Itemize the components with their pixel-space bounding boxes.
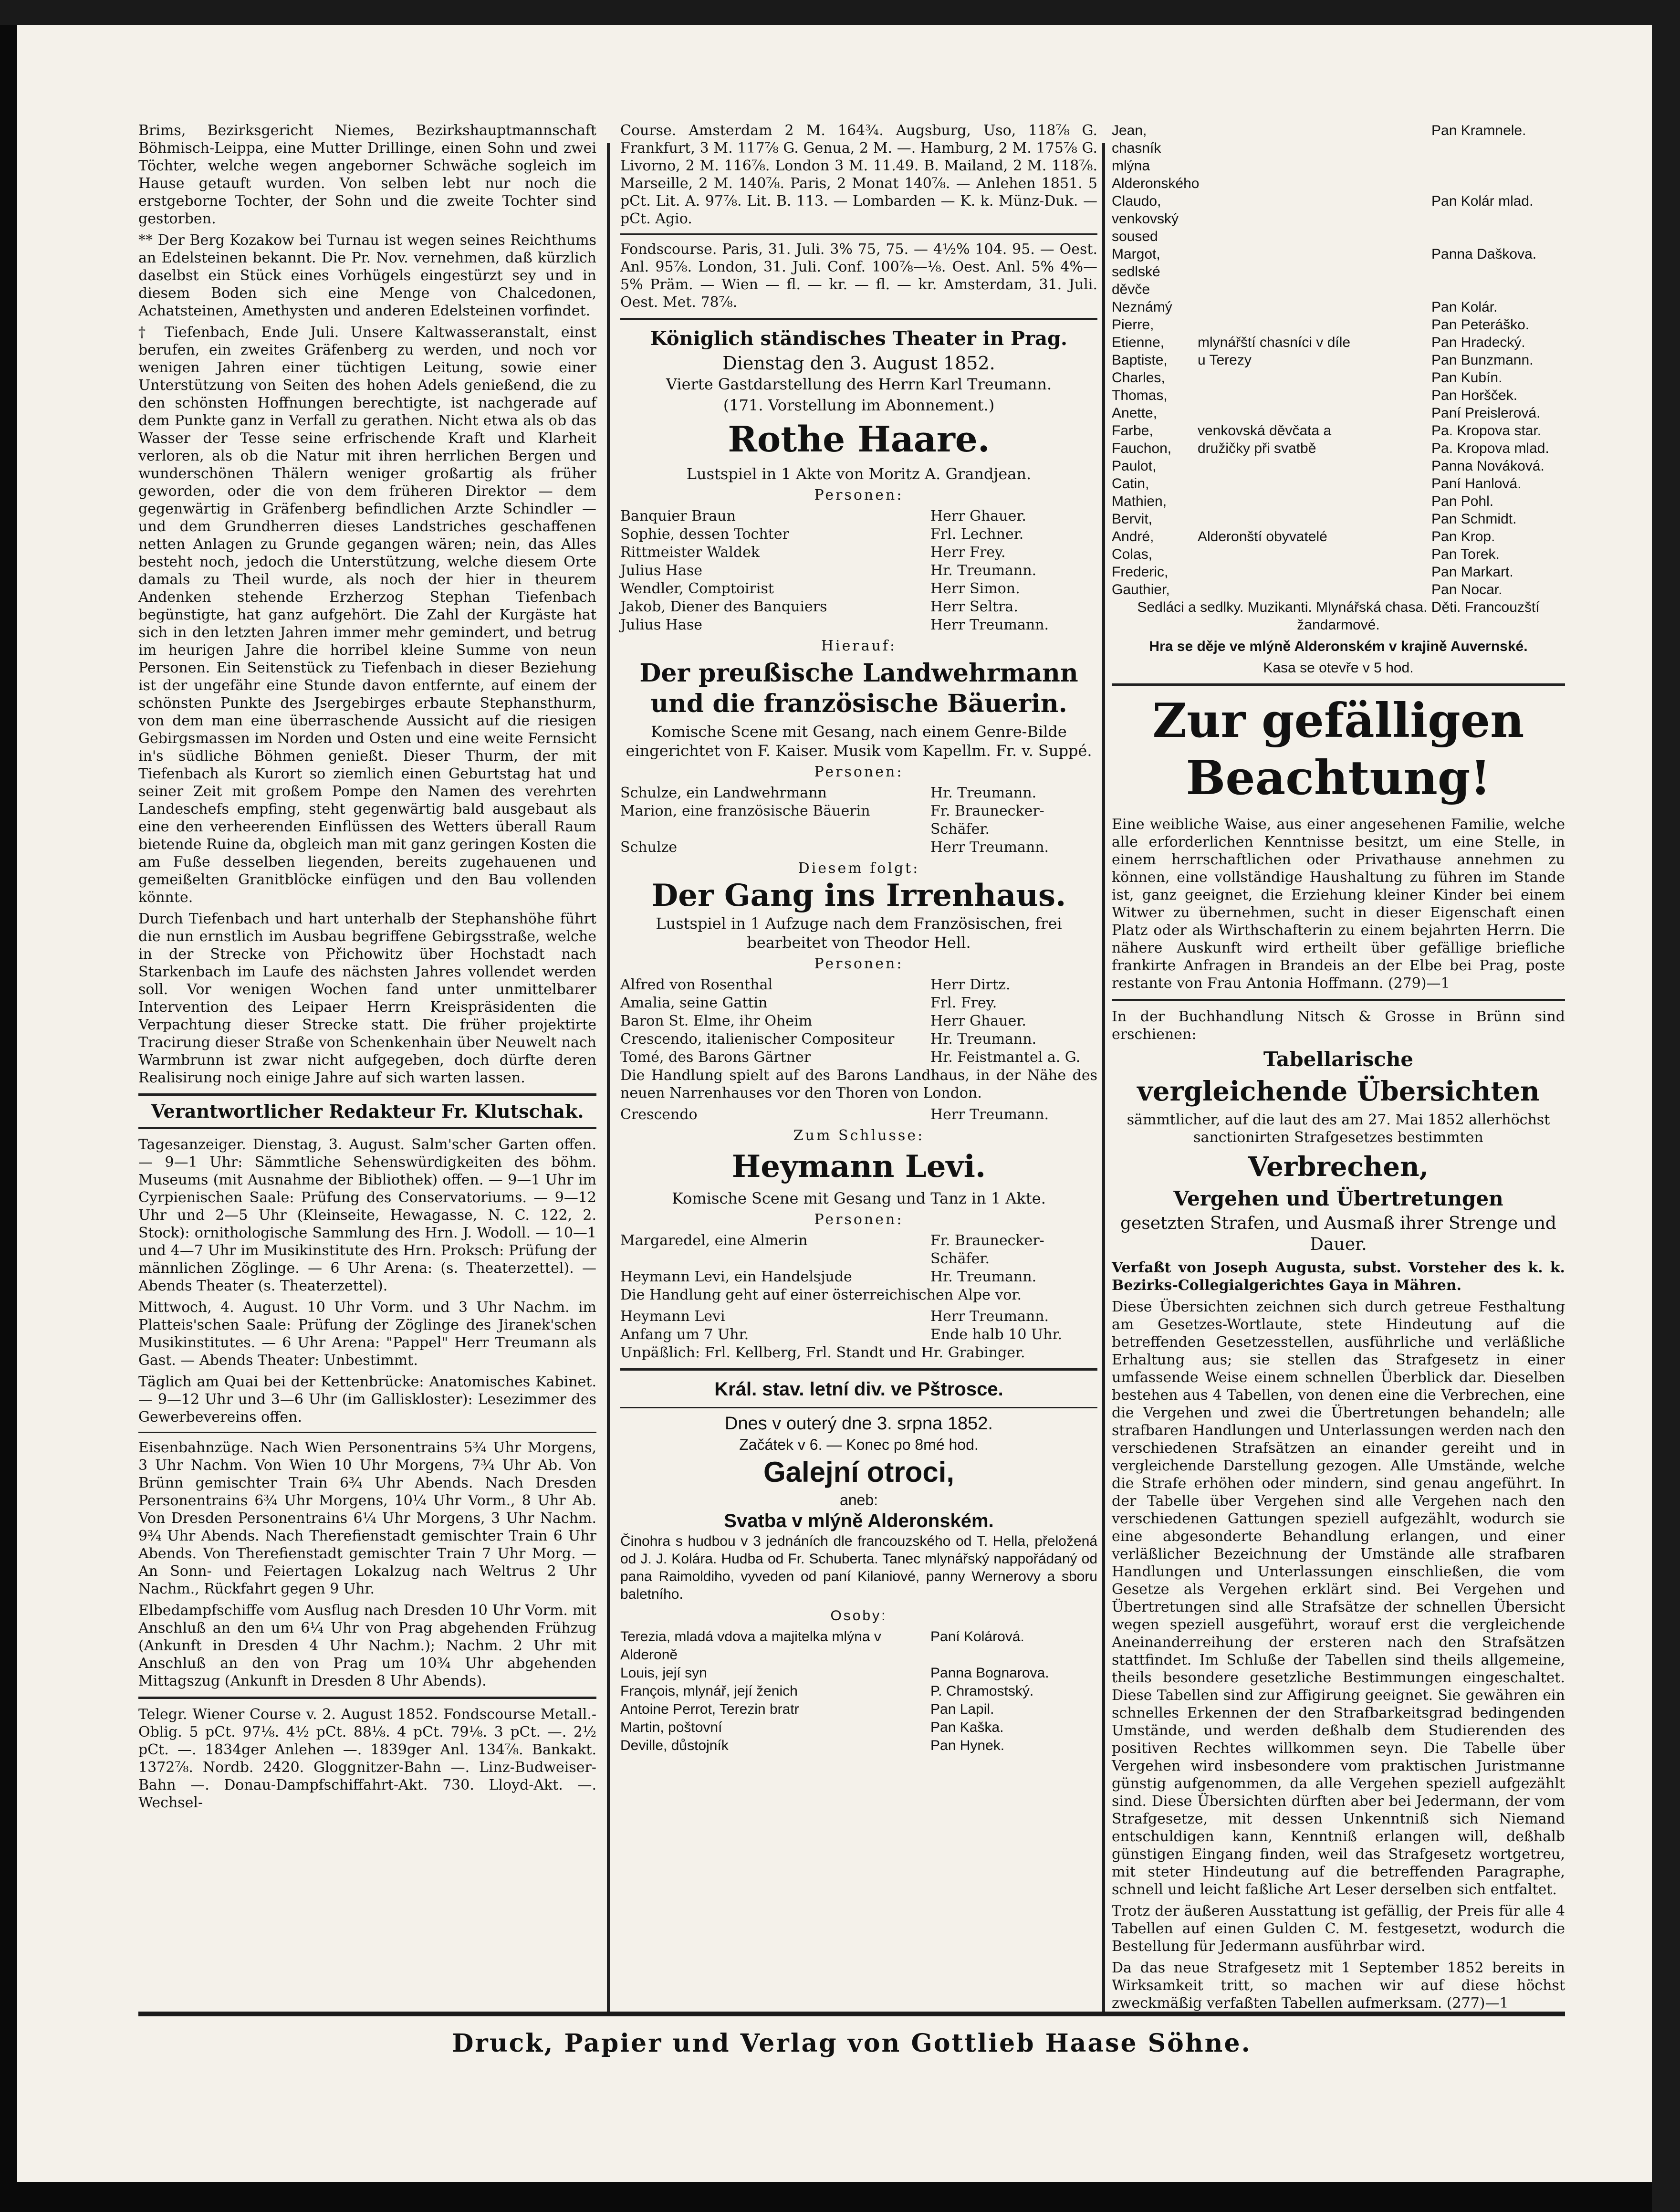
personen-heading: Personen: [814, 1211, 904, 1228]
cast-row: Amalia, seine Gattin Frl. Frey. [620, 995, 997, 1011]
telegr-course: Telegr. Wiener Course v. 2. August 1852. Fondscourse Metall.-Oblig. 5 pCt. 97⅛. 4½ pCt. 88⅛. 4 pCt. 79⅛. 3 pCt. —. 2½ pCt. —. 1834ger Anlehen —. 1839ger Anl. 134⅞. Bankakt. 1372⅞. Nordb. 2420. Gloggnitzer-Bahn —. Linz-Budweiser-Bahn —. Donau-Dampfschiffahrt-Akt. 730. Lloyd-Akt. —. Wechsel- [138, 1706, 596, 1811]
cast-row: Margaredel, eine Almerin Fr. Braunecker-Schäfer. [620, 1232, 1044, 1267]
cast-row: Mathien, Pan Pohl. [1112, 493, 1494, 509]
cast-row: Bervit, Pan Schmidt. [1112, 511, 1517, 527]
play-title: Rothe Haare. [728, 419, 990, 460]
timing-row: Anfang um 7 Uhr. Ende halb 10 Uhr. [620, 1326, 1063, 1343]
cast-row: Schulze Herr Treumann. [620, 839, 1049, 856]
play-subtitle: Lustspiel in 1 Akte von Moritz A. Grandjean. [686, 465, 1032, 483]
cast-row: Margot, sedlské děvče Panna Daškova. [1112, 246, 1537, 297]
play-subtitle: Komische Scene mit Gesang, nach einem Genre-Bilde eingerichtet von F. Kaiser. Musik vom Kapellm. Fr. v. Suppé. [626, 723, 1092, 760]
play-description: Činohra s hudbou v 3 jednáních dle francouzského od T. Hella, přeložená od J. J. Kolára. Hudba od Fr. Schuberta. Tanec mlynářský nappořádaný od pana Raimoldiho, vyveden od paní Kilaniové, panny Wernerovy a sboru baletního. [620, 1533, 1097, 1602]
fondscourse-text: Fondscourse. Paris, 31. Juli. 3% 75, 75. — 4½% 104. 95. — Oest. Anl. 95⅞. London, 31. Juli. Conf. 100⅞—⅛. Oest. Anl. 5% 4%—5% Präm. — Wien — fl. — kr. — fl. — kr. Amsterdam, 31. Juli. Oest. Met. 78⅞. [620, 241, 1097, 311]
mittwoch-notice: Mittwoch, 4. August. 10 Uhr Vorm. und 3 Uhr Nachm. im Platteis'schen Saale: Prüfung der Zöglinge des Jiranek'schen Musikinstitutes. — 6 Uhr Arena: "Pappel" Herr Treumann als Gast. — Abends Theater: Unbestimmt. [138, 1299, 596, 1369]
divider [620, 318, 1097, 320]
cast-row: Rittmeister Waldek Herr Frey. [620, 544, 1006, 561]
theater-title: Königlich ständisches Theater in Prag. [650, 327, 1067, 350]
personen-heading: Personen: [814, 955, 904, 972]
news-paragraph: Durch Tiefenbach und hart unterhalb der Stephanshöhe führt die nun ernstlich im Ausbau begriffene Gebirgsstraße, welche in der Strecke von Přichowitz über Hochstadt nach Starkenbach im Laufe des nächsten Jahres vollendet werden soll. Vor wenigen Wochen fand unter unmittelbarer Intervention des Leipaer Herrn Kreispräsidenten die Verpachtung dieser Strecke statt. Die früher projektirte Tracirung dieser Straße von Schenkenhain über Neuwelt nach Warmbrunn ist zwar nicht aufgegeben, doch dürfte deren Realisirung noch einige Jahre auf sich warten lassen. [138, 911, 596, 1086]
taeglich-notice: Täglich am Quai bei der Kettenbrücke: Anatomisches Kabinet. — 9—12 Uhr und 3—6 Uhr (im Galliskloster): Lesezimmer des Gewerbevereins offen. [138, 1373, 596, 1426]
book-price: Trotz der äußeren Ausstattung ist gefällig, der Preis für alle 4 Tabellen auf einen Gulden C. M. festgesetzt, wodurch die Bestellung für Jedermann ausführbar wird. [1112, 1903, 1565, 1955]
cast-row: Schulze, ein Landwehrmann Hr. Treumann. [620, 785, 1037, 801]
cast-row: Claudo, venkovský soused Pan Kolár mlad. [1112, 193, 1534, 244]
aneb-line: aneb: [839, 1491, 878, 1509]
eisenbahn-notice: Eisenbahnzüge. Nach Wien Personentrains 5¾ Uhr Morgens, 3 Uhr Nachm. Von Wien 10 Uhr Morgens, 7¾ Uhr Ab. Von Brünn gemischter Train 6¾ Uhr Abends. Nach Dresden Personentrains 6¾ Uhr Morgens, 10¼ Uhr Vorm., 8 Uhr Ab. Von Dresden Personentrains 6¼ Uhr Morgens, 3 Uhr Nachm. 9¾ Uhr Abends. Nach Therefienstadt gemischter Train 6 Uhr Abends. Von Therefienstadt gemischter Train 7 Uhr Morg. — An Sonn- und Feiertagen Lokalzug nach Weltrus 2 Uhr Nachm., Rückfahrt gegen 9 Uhr. [138, 1439, 596, 1597]
divider [620, 1407, 1097, 1408]
footer-rule [138, 2012, 1565, 2016]
hierauf-heading: Hierauf: [821, 638, 897, 654]
cast-row: Heymann Levi Herr Treumann. [620, 1308, 1049, 1325]
column-2 [620, 122, 1097, 1992]
diesem-heading: Diesem folgt: [798, 860, 920, 877]
book-title-line: vergleichende Übersichten [1137, 1076, 1540, 1107]
cast-row: André, Alderonští obyvatelé Pan Krop. [1112, 529, 1495, 545]
cast-row: Julius Hase Hr. Treumann. [620, 562, 1037, 579]
divider [620, 1368, 1097, 1371]
cast-row: Tomé, des Barons Gärtner Hr. Feistmantel a. G. [620, 1049, 1081, 1066]
play-title: Der preußische Landwehrmann und die französische Bäuerin. [639, 659, 1078, 718]
cast-row: Baptiste, u Terezy Pan Bunzmann. [1112, 352, 1534, 368]
cast-row: Marion, eine französische Bäuerin Fr. Braunecker-Schäfer. [620, 803, 1044, 838]
setting-note: Hra se děje ve mlýně Alderonském v krajině Auvernské. [1149, 639, 1528, 654]
setting-note: Die Handlung spielt auf des Barons Landhaus, in der Nähe des neuen Narrenhauses vor den Thoren von London. [620, 1067, 1097, 1101]
kasa-note: Kasa se otevře v 5 hod. [1263, 660, 1414, 676]
personen-heading: Personen: [814, 487, 904, 503]
book-description: Diese Übersichten zeichnen sich durch getreue Festhaltung am Gesetzes-Wortlaute, stete Hindeutung auf die betreffenden Gesetzesstellen, ausführliche und verläßliche Erhaltung aus; sie stellen das Strafgesetz in einer umfassende Weise einem schnellen Überblick dar. Dieselben bestehen aus 4 Tabellen, von denen eine die Verbrechen, eine die Vergehen und zwei die Übertretungen behandeln; alle strafbaren Handlungen und Unterlassungen werden nach den verschiedenen Strafsätzen an einander gereiht und in vergleichende Darstellung gezogen. Alle Umstände, welche die Strafe erhöhen oder mindern, sind genau angeführt. In der Tabelle über Vergehen sind alle Vergehen nach den verschiedenen Gattungen speziell aufgezählt, wodurch sie eine abgesonderte Behandlung erlangen, und einer verläßlicher Bezeichnung der Umstände alle strafbaren Handlungen und Unterlassungen einschließen, die vom Gesetze als Vergehen erklärt sind. Bei Vergehen und Übertretungen sind alle Strafsätze der schnellen Übersicht wegen speziell ausgeführt, worauf erst die vergleichende Aneinanderreihung der ersteren nach den Strafsätzen stattfindet. Im Schluße der Tabellen sind theils allgemeine, theils besondere gesetzliche Bestimmungen eingeschaltet. Diese Tabellen sind zur Affigirung geeignet. Sie gewähren ein schnelles Erkennen der den Strafbarkeitsgrad bedingenden Umstände, und werden deßhalb dem Studierenden des positiven Rechtes willkommen seyn. Die Tabelle über Vergehen wird insbesondere vom praktischen Juristmanne günstig aufgenommen, da alle Vergehen speziell aufgezählt sind. Diese Übersichten dürften aber bei Jedermann, der vom Strafgesetze, mit dessen Unkenntniß sich Niemand entschuldigen kann, Kenntniß erlangen will, deßhalb günstigen Eingang finden, weil das Strafgesetz wortgetreu, mit steter Hindeutung auf die betreffenden Paragraphe, schnell und leicht faßliche Art Leser derselben sich entfaltet. [1112, 1299, 1565, 1898]
editor-line: Verantwortlicher Redakteur Fr. Klutschak. [151, 1101, 584, 1122]
theater-date: Dnes v outerý dne 3. srpna 1852. [725, 1414, 993, 1434]
cast-row: Charles, Pan Kubín. [1112, 370, 1503, 386]
column-1 [138, 122, 596, 1992]
column-rule-2 [1102, 143, 1105, 2014]
cast-row: Colas, Pan Torek. [1112, 546, 1500, 562]
book-title-line: Verbrechen, [1248, 1151, 1429, 1183]
news-paragraph: ** Der Berg Kozakow bei Turnau ist wegen seines Reichthums an Edelsteinen bekannt. Die Pr. Nov. vernehmen, daß kürzlich daselbst ein Stück eines Vorhügels eingestürzt sey und in diesem Boden sich eine Menge von Chalcedonen, Achatsteinen, Amethysten und anderen Edelsteinen vorfindet. [138, 232, 596, 319]
cast-row: Pierre, Pan Peteráško. [1112, 317, 1530, 333]
personen-heading: Personen: [814, 764, 904, 780]
extras-note: Sedláci a sedlky. Muzikanti. Mlynářská chasa. Děti. Francouzští žandarmové. [1137, 599, 1540, 633]
cast-row: Heymann Levi, ein Handelsjude Hr. Treumann. [620, 1268, 1037, 1285]
cast-row: Martin, poštovní Pan Kaška. [620, 1719, 1004, 1735]
news-paragraph: Brims, Bezirksgericht Niemes, Bezirkshauptmannschaft Böhmisch-Leippa, eine Mutter Drillinge, einen Sohn und zwei Töchter, welche wegen angeborner Schwäche sogleich im Hause getauft wurden. Von selben lebt nur noch die erstgeborne Tochter, der Sohn und die zweite Tochter sind gestorben. [138, 122, 596, 227]
dampfschiff-notice: Elbedampfschiffe vom Ausflug nach Dresden 10 Uhr Vorm. mit Anschluß an den um 6¼ Uhr von Prag abgehenden Frühzug (Ankunft in Dresden 4 Uhr Nachm.); Nachm. 2 Uhr mit Anschluß an den von Prag um 10¾ Uhr abgehenden Mittagszug (Ankunft in Dresden 8 Uhr Abends). [138, 1602, 596, 1689]
footer [138, 2012, 1565, 2058]
tagesanzeiger: Tagesanzeiger. Dienstag, 3. August. Salm'scher Garten offen. — 9—1 Uhr: Sämmtliche Sehenswürdigkeiten des böhm. Museums (mit Ausnahme der Bibliothek) offen. — 9—1 Uhr im Cyrpienischen Saale: Prüfung des Conservatoriums. — 9—12 Uhr und 2—5 Uhr (Kleinseite, Hewagasse, N. C. 122, 2. Stock): ornithologische Sammlung des Hrn. J. Wodoll. — 10—1 und 4—7 Uhr im Musikinstitute des Hrn. Proksch: Prüfung der männlichen Zöglinge. — 6 Uhr Arena: (s. Theaterzettel). — Abends Theater (s. Theaterzettel). [138, 1136, 596, 1294]
divider [1112, 999, 1565, 1001]
play-title: Heymann Levi. [731, 1149, 986, 1185]
cast-row: Farbe, venkovská děvčata a Pa. Kropova star. [1112, 423, 1542, 439]
cast-row: Etienne, mlynářští chasníci v díle Pan Hradecký. [1112, 335, 1525, 350]
cast-row: Neznámý Pan Kolár. [1112, 299, 1498, 315]
divider [138, 1432, 596, 1433]
play-subtitle: Svatba v mlýně Alderonském. [724, 1510, 994, 1531]
book-subtitle: sämmtlicher, auf die laut des am 27. Mai 1852 allerhöchst sanctionirten Strafgesetzes bestimmten [1127, 1111, 1550, 1146]
play-subtitle: Lustspiel in 1 Aufzuge nach dem Französischen, frei bearbeitet von Theodor Hell. [656, 914, 1062, 952]
cast-row: Banquier Braun Herr Ghauer. [620, 508, 1026, 524]
cast-row: Frederic, Pan Markart. [1112, 564, 1513, 580]
cast-row: Gauthier, Pan Nocar. [1112, 582, 1503, 598]
scan-border-right [1652, 0, 1680, 2212]
divider [138, 1093, 596, 1096]
play-title: Der Gang ins Irrenhaus. [651, 878, 1066, 913]
book-intro: In der Buchhandlung Nitsch & Grosse in Brünn sind erschienen: [1112, 1008, 1565, 1043]
cast-row: Wendler, Comptoirist Herr Simon. [620, 580, 1020, 597]
column-rule-1 [607, 143, 610, 2014]
cast-row: Sophie, dessen Tochter Frl. Lechner. [620, 526, 1024, 543]
divider [620, 233, 1097, 235]
gast-line: Vierte Gastdarstellung des Herrn Karl Treumann. [666, 375, 1052, 393]
cast-row: Terezia, mladá vdova a majitelka mlýna v Alderoně Paní Kolárová. [620, 1629, 1024, 1663]
cast-row: François, mlynář, její ženich P. Chramostský. [620, 1683, 1034, 1699]
theater-date: Dienstag den 3. August 1852. [722, 353, 995, 374]
zum-schlusse-heading: Zum Schlusse: [793, 1127, 925, 1144]
scan-border-top [0, 0, 1680, 25]
cast-row: Crescendo Herr Treumann. [620, 1106, 1049, 1123]
cast-row: Louis, její syn Panna Bognarova. [620, 1665, 1049, 1681]
book-title-line: Vergehen und Übertretungen [1173, 1187, 1503, 1210]
ad-headline: Zur gefälligen Beachtung! [1152, 693, 1524, 806]
cast-row: Catin, Paní Hanlová. [1112, 476, 1522, 492]
cast-list [1112, 122, 1565, 598]
cast-row: Fauchon, družičky při svatbě Pa. Kropova mlad. [1112, 440, 1549, 456]
cast-row: Crescendo, italienischer Compositeur Hr. Treumann. [620, 1031, 1037, 1048]
setting-note: Die Handlung geht auf einer österreichischen Alpe vor. [620, 1287, 1022, 1303]
cast-row: Alfred von Rosenthal Herr Dirtz. [620, 976, 1011, 993]
book-subtitle: gesetzten Strafen, und Ausmaß ihrer Strenge und Dauer. [1120, 1214, 1556, 1254]
start-time: Začátek v 6. — Konec po 8mé hod. [739, 1436, 979, 1453]
divider [138, 1697, 596, 1699]
book-notice: Da das neue Strafgesetz mit 1 September 1852 bereits in Wirksamkeit tritt, so machen wir auf diese höchst zweckmäßig verfaßten Tabellen aufmerksam. (277)—1 [1112, 1960, 1565, 2012]
cast-row: Baron St. Elme, ihr Oheim Herr Ghauer. [620, 1013, 1026, 1029]
cast-row: Jakob, Diener des Banquiers Herr Seltra. [620, 598, 1018, 615]
cast-row: Jean, chasník mlýna Alderonského Pan Kramnele. [1112, 123, 1526, 191]
cast-row: Anette, Paní Preislerová. [1112, 405, 1541, 421]
divider [1112, 683, 1565, 686]
unpass-note: Unpäßlich: Frl. Kellberg, Frl. Standt und Hr. Grabinger. [620, 1344, 1025, 1361]
theater-title: Král. stav. letní div. ve Pštrosce. [714, 1379, 1003, 1400]
vorstellung-line: (171. Vorstellung im Abonnement.) [723, 396, 995, 414]
imprint: Druck, Papier und Verlag von Gottlieb Haase Söhne. [452, 2029, 1252, 2058]
cast-row: Thomas, Pan Horšček. [1112, 388, 1518, 403]
cast-row: Antoine Perrot, Terezin bratr Pan Lapil. [620, 1701, 994, 1717]
play-subtitle: Komische Scene mit Gesang und Tanz in 1 Akte. [672, 1189, 1046, 1207]
play-title: Galejní otroci, [763, 1456, 955, 1488]
divider [138, 1127, 596, 1129]
book-author: Verfaßt von Joseph Augusta, subst. Vorsteher des k. k. Bezirks-Collegialgerichtes Gaya in Mähren. [1112, 1259, 1565, 1294]
course-text: Course. Amsterdam 2 M. 164¾. Augsburg, Uso, 118⅞ G. Frankfurt, 3 M. 117⅞ G. Genua, 2 M. —. Hamburg, 2 M. 175⅞ G. Livorno, 2 M. 116⅞. London 3 M. 11.49. B. Mailand, 2 M. 118⅞. Marseille, 2 M. 140⅞. Paris, 2 Monat 140⅞. — Anlehen 1851. 5 pCt. Lit. A. 97⅞. Lit. B. 113. — Lombarden — K. k. Münz-Duk. — pCt. Agio. [620, 122, 1097, 227]
osoby-heading: Osoby: [830, 1608, 887, 1624]
book-title-line: Tabellarische [1263, 1048, 1414, 1071]
cast-row: Julius Hase Herr Treumann. [620, 617, 1049, 633]
news-paragraph: † Tiefenbach, Ende Juli. Unsere Kaltwasseranstalt, einst berufen, ein zweites Gräfenberg zu werden, und noch vor wenigen Jahren einer tüchtigen Leitung, sowie einer Unterstützung von Seiten des hohen Adels genießend, die zu den schönsten Hoffnungen berechtigte, ist nachgerade auf dem Punkte ganz in Verfall zu gerathen. Nicht etwa als ob das Wasser der Tesse seine erfrischende Kraft und Klarheit verloren, als ob die Natur mit ihren herrlichen Bergen und wunderschönen Thälern weniger großartig als früher geworden, oder die von dem früheren Direktor — dem gegenwärtig in Gräfenberg befindlichen Arzte Schindler — und dem Grundherren dieses Landstriches geschaffenen netten Anlagen zu Grunde gegangen wären; nein, das Alles besteht noch, jedoch die Unterstützung, welche diesem Orte damals zu Theil wurde, als noch der hier in theurem Andenken stehende Erzherzog Stephan Tiefenbach begünstigte, hat ganz aufgehört. Die Zahl der Kurgäste hat sich in den letzten Jahren immer mehr gemindert, und betrug im heurigen Jahre die horribel kleine Summe von neun Personen. Ein Seitenstück zu Tiefenbach in dieser Beziehung ist der ungefähr eine Stunde davon entfernte, auf einem der schönsten Punkte des Jsergebirges erbaute Stephansthurm, von dem man eine überraschende Aussicht auf die riesigen Gebirgsmassen im Norden und Osten und eine weite Fernsicht in's südliche Böhmen genießt. Dieser Thurm, der mit Tiefenbach als Kurort so ziemlich einen Geburtstag hat und seiner Zeit mit großem Pompe den Namen des verehrten Landeschefs empfing, steht gegenwärtig bald ausgebaut als eine den verheerenden Einflüssen des Wetters überall Raum bietende Ruine da, obgleich man mit ganz geringen Kosten die am Fuße desselben liegenden, bereits zugehauenen und gemeißelten Granitblöcke einfügen und den Bau vollenden könnte. [138, 324, 596, 906]
cast-row: Deville, důstojník Pan Hynek. [620, 1738, 1005, 1753]
cast-row: Paulot, Panna Nováková. [1112, 458, 1544, 474]
ad-text: Eine weibliche Waise, aus einer angesehenen Familie, welche alle erforderlichen Kenntnisse besitzt, um eine Stelle, in einem herrschaftlichen oder Privathause annehmen zu können, eine vollständige Haushaltung zu führen im Stande ist, ganz geeignet, die Erziehung kleiner Kinder bei einem Witwer zu übernehmen, sucht in dieser Eigenschaft einen Platz oder als Wirthschafterin zu einem bejahrten Herrn. Die nähere Auskunft wird ertheilt über gefällige briefliche frankirte Anfragen in Brandeis an der Elbe bei Prag, poste restante von Frau Antonia Hoffmann. (279)—1 [1112, 816, 1565, 992]
column-3 [1112, 122, 1565, 2012]
